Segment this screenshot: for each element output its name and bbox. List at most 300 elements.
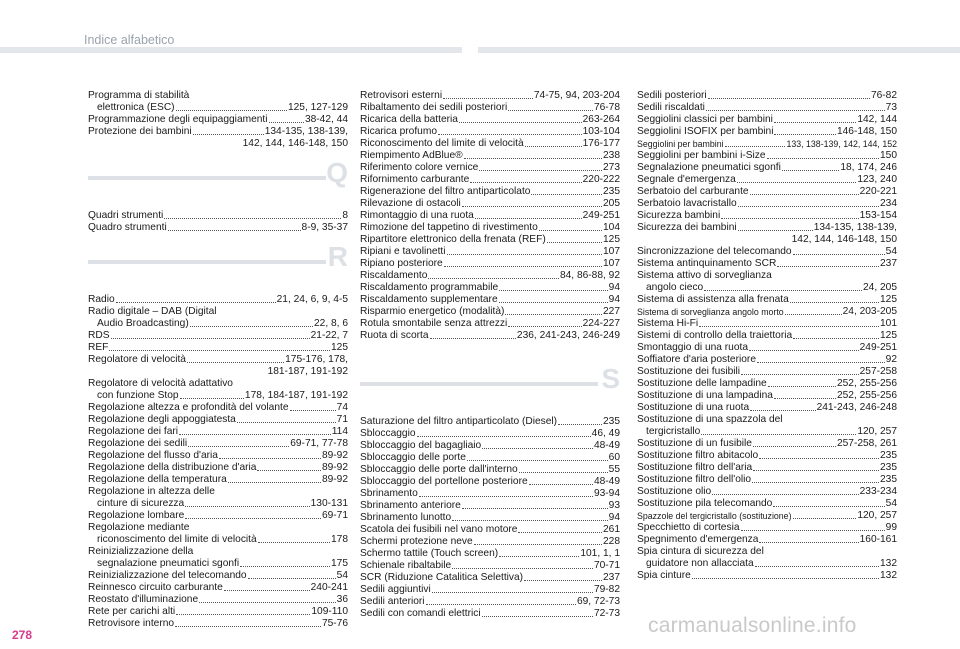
entry-pages: 134-135, 138-139, (264, 126, 348, 137)
index-entry (637, 186, 897, 198)
leader-dots (432, 592, 593, 593)
index-entry (360, 500, 620, 512)
entry-term: riconoscimento del limite di velocità (97, 534, 257, 545)
entry-term: Sbloccaggio (360, 428, 416, 439)
entry-pages: 130-131 (310, 498, 348, 509)
leader-dots (738, 206, 879, 207)
entry-line (88, 438, 348, 450)
entry-term: Spia cinture (637, 570, 691, 581)
entry-pages: 94 (608, 512, 620, 523)
entry-term: Sistemi di controllo della traiettoria (637, 330, 793, 341)
leader-dots (755, 566, 879, 567)
entries-s-continued (637, 90, 897, 582)
entry-continuation (88, 318, 348, 330)
entry-pages: 46, 49 (591, 428, 620, 439)
entry-pages: 224-227 (582, 318, 620, 329)
entry-term: Reostato d'illuminazione (88, 594, 199, 605)
entry-line (360, 222, 620, 234)
index-entry (637, 150, 897, 162)
entry-pages: 235 (603, 186, 620, 197)
entry-term: Sedili riscaldati (637, 102, 705, 113)
entry-term: Sistema antinquinamento SCR (637, 258, 777, 269)
leader-dots (459, 122, 582, 123)
entry-term: con funzione Stop (97, 390, 179, 401)
entry-pages: 236, 241-243, 246-249 (516, 330, 620, 341)
entry-term: Ricarica della batteria (360, 114, 458, 125)
leader-dots (518, 532, 602, 533)
entry-line (88, 462, 348, 474)
header-divider-right (478, 47, 960, 53)
index-entry (637, 306, 897, 318)
entry-term: Ripiano posteriore (360, 258, 443, 269)
entry-term: Regolazione mediante (88, 522, 190, 533)
leader-dots (773, 506, 884, 507)
index-entry (88, 402, 348, 414)
leader-dots (768, 386, 836, 387)
entry-term: Saturazione del filtro antiparticolato (Diesel) (360, 416, 558, 427)
entry-term: Segnale d'emergenza (637, 174, 736, 185)
entry-term: Spegnimento d'emergenza (637, 534, 759, 545)
entry-term: Sostituzione di una spazzola del (637, 414, 783, 425)
index-entry (88, 486, 348, 510)
index-entry (88, 426, 348, 438)
index-entry (360, 246, 620, 258)
leader-dots (753, 470, 879, 471)
entry-term: Riferimento colore vernice (360, 162, 479, 173)
index-entry (637, 90, 897, 102)
leader-dots (248, 578, 336, 579)
entry-term: Sbrinamento lunotto (360, 512, 452, 523)
leader-dots (447, 254, 602, 255)
entry-pages: 99 (885, 522, 897, 533)
entry-pages: 257-258, 261 (836, 438, 897, 449)
entry-pages: 123, 240 (857, 174, 897, 185)
entry-term: Rotula smontabile senza attrezzi (360, 318, 508, 329)
entry-term: Seggiolini per bambini (637, 139, 724, 149)
entry-term: Sbloccaggio del bagagliaio (360, 440, 482, 451)
index-entry (637, 366, 897, 378)
entry-term: Radio (88, 294, 115, 305)
index-entry (88, 450, 348, 462)
index-entry (360, 524, 620, 536)
entry-line (637, 438, 897, 450)
section-letter-s: S (601, 363, 620, 394)
index-entry (637, 246, 897, 258)
leader-dots (258, 542, 330, 543)
entry-term: Sedili aggiuntivi (360, 584, 431, 595)
leader-dots (777, 266, 879, 267)
entry-term: Smontaggio di una ruota (637, 342, 749, 353)
index-column-2 (360, 90, 620, 620)
index-entry (88, 330, 348, 342)
entry-term: Sostituzione filtro abitacolo (637, 450, 759, 461)
entry-line (88, 294, 348, 306)
entry-line (637, 486, 897, 498)
entry-line (637, 138, 897, 150)
leader-dots (701, 434, 856, 435)
entry-term: cinture di sicurezza (97, 498, 185, 509)
leader-dots (475, 218, 582, 219)
index-entry (637, 174, 897, 186)
entry-term: Seggiolini classici per bambini (637, 114, 773, 125)
index-entry (88, 126, 348, 150)
entry-pages: 175-176, 178, (285, 354, 348, 365)
entry-continuation (88, 498, 348, 510)
entry-pages: 54 (885, 246, 897, 257)
leader-dots (774, 134, 835, 135)
entry-term: Regolazione in altezza delle (88, 486, 215, 497)
entry-line (637, 498, 897, 510)
entry-continuation (637, 426, 897, 438)
entry-line (637, 114, 897, 126)
entry-term: Sistema Hi-Fi (637, 318, 699, 329)
entry-line (88, 414, 348, 426)
index-column-3 (637, 90, 897, 582)
entry-term: Reinnesco circuito carburante (88, 582, 223, 593)
leader-dots (529, 484, 593, 485)
leader-dots (444, 266, 602, 267)
leader-dots (257, 470, 320, 471)
index-entry (637, 222, 897, 246)
page-number: 278 (12, 628, 33, 642)
entry-line (360, 584, 620, 596)
index-entry (360, 512, 620, 524)
entry-term: Ruota di scorta (360, 330, 429, 341)
leader-dots (725, 146, 786, 147)
entry-pages: 76-82 (870, 90, 897, 101)
entry-line (360, 548, 620, 560)
leader-dots (438, 134, 582, 135)
entry-pages: 70-71 (593, 560, 620, 571)
leader-dots (428, 278, 559, 279)
index-entry (360, 536, 620, 548)
entry-pages: 142, 144 (857, 114, 897, 125)
entry-term: Schermi protezione neve (360, 536, 473, 547)
section-header-r (88, 234, 348, 294)
entry-term: Sistema di assistenza alla frenata (637, 294, 789, 305)
entry-line (360, 162, 620, 174)
entry-pages: 36 (336, 594, 348, 605)
entry-line (88, 606, 348, 618)
index-entry (360, 464, 620, 476)
index-entry (637, 294, 897, 306)
entry-term: Regolatore di velocità (88, 354, 186, 365)
leader-dots (753, 446, 836, 447)
entry-line (360, 294, 620, 306)
index-entry (637, 198, 897, 210)
entry-pages: 249-251 (582, 210, 620, 221)
leader-dots (692, 578, 879, 579)
leader-dots (790, 302, 879, 303)
index-entry (637, 114, 897, 126)
entry-term: segnalazione pneumatici sgonfi (97, 558, 240, 569)
leader-dots (750, 194, 859, 195)
leader-dots (199, 602, 336, 603)
entry-line (88, 114, 348, 126)
entry-term: Reinizializzazione del telecomando (88, 570, 247, 581)
watermark: carmanualsonline.info (648, 614, 857, 637)
index-entry (360, 222, 620, 234)
entry-pages: 178 (331, 534, 348, 545)
entry-term: Specchietto di cortesia (637, 522, 740, 533)
leader-dots (175, 626, 321, 627)
entry-pages: 125 (603, 234, 620, 245)
entry-term: Sostituzione delle lampadine (637, 378, 767, 389)
entry-pages: 8 (342, 210, 348, 221)
entry-term: Protezione dei bambini (88, 126, 192, 137)
entry-line (360, 512, 620, 524)
entry-continuation (88, 558, 348, 570)
leader-dots (219, 458, 321, 459)
section-rule (360, 382, 598, 386)
entry-term: Rigenerazione del filtro antiparticolato (360, 186, 531, 197)
entry-line (360, 234, 620, 246)
entry-term: tergicristallo (646, 426, 701, 437)
entry-line (88, 222, 348, 234)
index-entry (88, 474, 348, 486)
entry-term: Programma di stabilità (88, 90, 190, 101)
index-column-1 (88, 90, 348, 630)
index-entry (88, 306, 348, 330)
entry-line (637, 162, 897, 174)
entry-line (360, 416, 620, 428)
entry-line (88, 354, 348, 366)
index-entry (88, 438, 348, 450)
leader-dots (759, 458, 879, 459)
index-entry (88, 510, 348, 522)
entry-term: RDS (88, 330, 110, 341)
entry-pages: 237 (603, 572, 620, 583)
entry-term: Sostituzione filtro dell'aria (637, 462, 753, 473)
entry-term: Spazzole del tergicristallo (sostituzione) (637, 511, 792, 521)
index-entry (360, 210, 620, 222)
section-rule (88, 176, 326, 180)
entry-pages: 21, 24, 6, 9, 4-5 (276, 294, 348, 305)
index-entry (360, 186, 620, 198)
index-entry (360, 270, 620, 282)
entry-pages: 257-258 (859, 366, 897, 377)
entry-line (360, 258, 620, 270)
entry-line (360, 198, 620, 210)
entry-pages: 234 (880, 198, 897, 209)
index-entry (360, 572, 620, 584)
entry-pages: 160-161 (859, 534, 897, 545)
page-header (0, 0, 960, 60)
entry-term: angolo cieco (646, 282, 704, 293)
entry-line (88, 426, 348, 438)
entry-line (360, 536, 620, 548)
entry-pages: 48-49 (593, 440, 620, 451)
entry-term: Sostituzione di un fusibile (637, 438, 752, 449)
entry-pages: 93-94 (593, 488, 620, 499)
entry-pages: 134-135, 138-139, (813, 222, 897, 233)
entry-pages: 205 (603, 198, 620, 209)
entry-pages: 48-49 (593, 476, 620, 487)
entry-pages: 227 (603, 306, 620, 317)
index-entry (637, 462, 897, 474)
leader-dots (224, 590, 310, 591)
entry-line (360, 330, 620, 342)
index-entry (637, 270, 897, 294)
leader-dots (116, 302, 276, 303)
index-entry (637, 378, 897, 390)
entry-pages: 235 (603, 416, 620, 427)
index-entry (637, 126, 897, 138)
index-entry (88, 618, 348, 630)
entry-pages: 69-71 (321, 510, 348, 521)
leader-dots (499, 290, 607, 291)
entry-pages: 89-92 (321, 474, 348, 485)
entry-term: Regolazione della distribuzione d'aria (88, 462, 257, 473)
entry-line (360, 476, 620, 488)
entry-pages: 133, 138-139, 142, 144, 152 (786, 139, 897, 149)
entry-line (88, 450, 348, 462)
index-entry (88, 546, 348, 570)
entry-term: Rimozione del tappetino di rivestimento (360, 222, 538, 233)
leader-dots (508, 326, 581, 327)
index-entry (637, 474, 897, 486)
index-entry (360, 138, 620, 150)
leader-dots (547, 242, 602, 243)
entry-line (360, 186, 620, 198)
index-entry (637, 498, 897, 510)
entry-term: REF (88, 342, 109, 353)
section-header-s (360, 342, 620, 416)
leader-dots (443, 98, 533, 99)
entry-pages: 18, 174, 246 (840, 162, 897, 173)
leader-dots (176, 110, 287, 111)
leader-dots (741, 374, 859, 375)
index-entry (637, 330, 897, 342)
entry-pages: 125 (331, 342, 348, 353)
entry-line (360, 440, 620, 452)
entry-term: Ripartitore elettronico della frenata (REF) (360, 234, 546, 245)
leader-dots (479, 170, 602, 171)
entry-line (637, 90, 897, 102)
entry-line (88, 210, 348, 222)
entry-line (637, 222, 897, 234)
entry-pages: 74-75, 94, 203-204 (533, 90, 620, 101)
entry-pages: 8-9, 35-37 (301, 222, 348, 233)
entry-line (637, 174, 897, 186)
index-entry (88, 570, 348, 582)
entry-line (360, 318, 620, 330)
leader-dots (531, 194, 602, 195)
leader-dots (452, 568, 593, 569)
index-entry (637, 318, 897, 330)
entry-line (360, 560, 620, 572)
header-title: Indice alfabetico (84, 33, 175, 47)
index-entry (360, 258, 620, 270)
entry-pages: 125, 127-129 (287, 102, 348, 113)
entry-term: Rete per carichi alti (88, 606, 176, 617)
entry-line (360, 114, 620, 126)
entry-term: Sincronizzazione del telecomando (637, 246, 792, 257)
entry-continuation (637, 558, 897, 570)
entry-pages: 273 (603, 162, 620, 173)
leader-dots (759, 542, 858, 543)
leader-dots (467, 460, 608, 461)
entry-line (360, 500, 620, 512)
entry-pages: 24, 203-205 (842, 306, 897, 317)
entry-pages: 132 (880, 558, 897, 569)
entry-pages: 120, 257 (857, 510, 897, 521)
entry-term: Sistema attivo di sorveglianza (637, 270, 772, 281)
entry-pages: 55 (608, 464, 620, 475)
index-entry (360, 162, 620, 174)
entry-term: Ripiani e tavolinetti (360, 246, 446, 257)
entry-term: Risparmio energetico (modalità) (360, 306, 505, 317)
entries-p (88, 90, 348, 150)
leader-dots (164, 218, 341, 219)
entry-term: elettronica (ESC) (97, 102, 175, 113)
entry-pages: 240-241 (310, 582, 348, 593)
index-entry (637, 570, 897, 582)
entry-term: Regolazione dei fari (88, 426, 179, 437)
leader-dots (193, 134, 264, 135)
entry-line (360, 608, 620, 620)
entry-line (360, 524, 620, 536)
entry-term: Regolazione della temperatura (88, 474, 227, 485)
entry-pages: 228 (603, 536, 620, 547)
entry-term: Spia cintura di sicurezza del (637, 546, 764, 557)
entry-line (637, 198, 897, 210)
entries-r (88, 294, 348, 630)
leader-dots (188, 446, 289, 447)
entry-pages: 120, 257 (857, 426, 897, 437)
entry-line (360, 246, 620, 258)
index-entry (637, 102, 897, 114)
entry-continuation (637, 282, 897, 294)
header-divider-left (0, 47, 462, 53)
entry-pages: 101, 1, 1 (580, 548, 620, 559)
entry-line (88, 582, 348, 594)
entry-line (637, 318, 897, 330)
entry-pages: 54 (885, 498, 897, 509)
index-entry (88, 582, 348, 594)
index-entry (637, 486, 897, 498)
leader-dots (750, 410, 815, 411)
index-entry (360, 416, 620, 428)
leader-dots (752, 482, 879, 483)
section-header-q (88, 150, 348, 210)
entry-term: Quadro strumenti (88, 222, 167, 233)
index-entry (360, 584, 620, 596)
index-entry (637, 162, 897, 174)
entry-line (360, 150, 620, 162)
entry-term: Retrovisore interno (88, 618, 175, 629)
index-entry (360, 102, 620, 114)
index-entry (88, 354, 348, 378)
entry-term: Regolazione degli appoggiatesta (88, 414, 236, 425)
entry-pages: 89-92 (321, 462, 348, 473)
entry-pages: 109-110 (311, 606, 348, 617)
index-entry (637, 510, 897, 522)
index-entry (88, 210, 348, 222)
entry-term: Seggiolini ISOFIX per bambini (637, 126, 774, 137)
entry-line (360, 452, 620, 464)
entry-pages: 261 (603, 524, 620, 535)
entry-term: Sostituzione filtro dell'olio (637, 474, 752, 485)
index-entry (637, 438, 897, 450)
index-entry (360, 234, 620, 246)
entry-pages: 24, 205 (863, 282, 897, 293)
entry-pages: 263-264 (582, 114, 620, 125)
index-entry (88, 594, 348, 606)
index-entry (88, 378, 348, 402)
entry-term: Rimontaggio di una ruota (360, 210, 474, 221)
index-entry (637, 258, 897, 270)
